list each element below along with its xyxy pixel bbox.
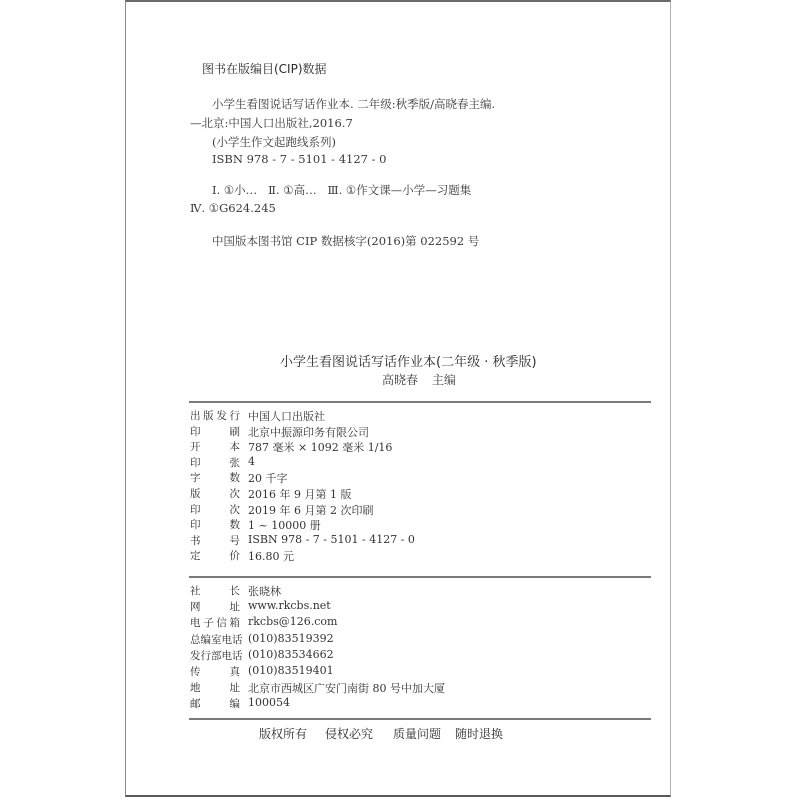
row-value: 16.80 元 <box>248 550 294 564</box>
row-value: 100054 <box>248 696 290 710</box>
label-char: 电 <box>221 649 232 662</box>
label-char: 数 <box>229 519 240 532</box>
row-value: www.rkcbs.net <box>248 599 331 613</box>
label-char: 话 <box>232 649 243 662</box>
cip-classification-line: Ⅰ. ①小… Ⅱ. ①高… Ⅲ. ①作文课—小学—习题集 <box>212 183 472 197</box>
label-char: 编 <box>229 698 240 711</box>
row-value: 2019 年 6 月第 2 次印刷 <box>248 503 374 517</box>
cip-verification-number: 中国版本图书馆 CIP 数据核字(2016)第 022592 号 <box>212 234 480 248</box>
label-char: 印 <box>190 519 201 532</box>
row-value: 20 千字 <box>248 472 288 486</box>
label-char: 版 <box>190 488 201 500</box>
label-char: 价 <box>229 550 240 563</box>
label-char: 箱 <box>229 617 240 630</box>
row-label <box>190 664 240 679</box>
label-char: 发 <box>190 649 201 662</box>
label-char: 总 <box>190 633 201 646</box>
row-label <box>190 680 240 695</box>
footer-infringement-prosecuted: 侵权必究 <box>325 727 374 741</box>
label-char: 刷 <box>229 425 240 438</box>
row-label <box>190 455 240 470</box>
row-value: 1 ~ 10000 册 <box>248 519 321 533</box>
divider-rule <box>189 576 651 578</box>
label-char: 话 <box>232 633 243 646</box>
label-char: 行 <box>200 649 211 662</box>
label-char: 电 <box>221 633 232 646</box>
label-char: 发 <box>216 410 227 422</box>
label-char: 本 <box>229 441 240 454</box>
row-value: 4 <box>248 454 255 468</box>
row-label <box>190 648 243 663</box>
label-char: 次 <box>229 503 240 516</box>
label-char: 址 <box>229 601 240 614</box>
label-char: 长 <box>229 585 240 597</box>
cip-isbn-line: ISBN 978 - 7 - 5101 - 4127 - 0 <box>212 152 387 166</box>
row-value: 张晓林 <box>248 585 281 598</box>
row-label <box>190 599 240 614</box>
row-label <box>190 470 240 485</box>
label-char: 信 <box>216 617 227 630</box>
row-value: 北京市西城区广安门南街 80 号中加大厦 <box>248 682 445 696</box>
row-value: 中国人口出版社 <box>248 410 325 423</box>
label-char: 址 <box>229 682 240 695</box>
label-char: 编 <box>200 633 211 646</box>
row-label <box>190 583 240 598</box>
label-char: 行 <box>229 410 240 422</box>
label-char: 次 <box>229 488 240 500</box>
label-char: 印 <box>190 503 201 516</box>
cip-publisher-line: —北京:中国人口出版社,2016.7 <box>190 116 353 130</box>
row-label <box>190 615 240 630</box>
row-label <box>190 632 243 647</box>
row-label <box>190 486 240 501</box>
row-label <box>190 533 240 548</box>
row-label <box>190 502 240 517</box>
book-editor: 高晓春 主编 <box>382 373 456 387</box>
row-value: ISBN 978 - 7 - 5101 - 4127 - 0 <box>248 532 415 546</box>
label-char: 社 <box>190 585 201 597</box>
label-char: 张 <box>229 456 240 469</box>
label-char: 传 <box>190 666 201 678</box>
row-value: rkcbs@126.com <box>248 615 338 629</box>
row-value: (010)83534662 <box>248 647 334 661</box>
label-char: 网 <box>190 601 201 614</box>
footer-quality-issues: 质量问题 <box>393 727 442 741</box>
label-char: 印 <box>190 456 201 469</box>
row-label <box>190 424 240 439</box>
cip-heading: 图书在版编目(CIP)数据 <box>202 62 327 76</box>
label-char: 地 <box>190 682 201 695</box>
book-title: 小学生看图说话写话作业本(二年级 · 秋季版) <box>280 355 537 370</box>
label-char: 书 <box>190 534 201 547</box>
divider-rule <box>189 718 651 720</box>
label-char: 出 <box>190 410 201 422</box>
cip-title-line: 小学生看图说话写话作业本. 二年级:秋季版/高晓春主编. <box>212 97 496 111</box>
label-char: 子 <box>203 617 214 630</box>
label-char: 开 <box>190 441 201 454</box>
label-char: 数 <box>229 472 240 485</box>
row-label <box>190 548 240 563</box>
cip-clc-number: Ⅳ. ①G624.245 <box>190 201 276 215</box>
row-value: 2016 年 9 月第 1 版 <box>248 488 352 501</box>
cip-series-line: (小学生作文起跑线系列) <box>212 135 336 149</box>
label-char: 字 <box>190 472 201 485</box>
row-label <box>190 696 240 711</box>
label-char: 版 <box>203 410 214 422</box>
label-char: 印 <box>190 425 201 438</box>
label-char: 定 <box>190 550 201 563</box>
label-char: 真 <box>229 666 240 678</box>
divider-rule <box>189 401 651 403</box>
row-label <box>190 408 240 423</box>
label-char: 电 <box>190 617 201 630</box>
row-value: (010)83519401 <box>248 664 334 677</box>
row-value: 787 毫米 × 1092 毫米 1/16 <box>248 441 393 455</box>
footer-all-rights-reserved: 版权所有 <box>259 727 308 741</box>
label-char: 部 <box>211 649 222 662</box>
label-char: 邮 <box>190 698 201 711</box>
row-value: 北京中振源印务有限公司 <box>248 425 369 439</box>
footer-return-anytime: 随时退换 <box>455 727 504 741</box>
row-label <box>190 517 240 532</box>
row-label <box>190 439 240 454</box>
label-char: 号 <box>229 534 240 547</box>
label-char: 室 <box>211 633 222 646</box>
row-value: (010)83519392 <box>248 631 334 645</box>
